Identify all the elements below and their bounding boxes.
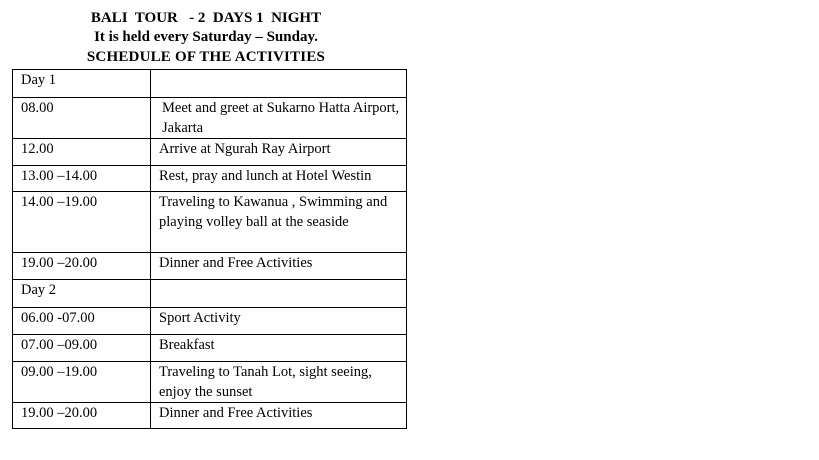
document-title: BALI TOUR - 2 DAYS 1 NIGHT [90,10,322,26]
schedule-activity-cell: Traveling to Tanah Lot, sight seeing, enjoy the sunset [151,362,407,403]
schedule-row [13,166,407,192]
schedule-table [12,69,407,429]
schedule-row [13,70,407,98]
schedule-activity-cell: Rest, pray and lunch at Hotel Westin [151,166,407,192]
schedule-time-cell: 12.00 [13,139,151,166]
schedule-time-cell: 19.00 –20.00 [13,253,151,280]
schedule-activity-cell: Dinner and Free Activities [151,253,407,280]
schedule-row [13,362,407,403]
schedule-activity-cell: Breakfast [151,335,407,362]
schedule-activity-cell: Traveling to Kawanua , Swimming and playing volley ball at the seaside [151,192,407,253]
schedule-activity-cell: Meet and greet at Sukarno Hatta Airport, Jakarta [151,98,407,139]
schedule-time-cell: 19.00 –20.00 [13,403,151,429]
document-subtitle: It is held every Saturday – Sunday. [94,29,318,45]
schedule-time-cell: 09.00 –19.00 [13,362,151,403]
schedule-row [13,98,407,139]
schedule-heading: SCHEDULE OF THE ACTIVITIES [86,49,326,65]
schedule-row [13,308,407,335]
schedule-time-cell: Day 2 [13,280,151,308]
schedule-row [13,335,407,362]
schedule-time-cell: 06.00 -07.00 [13,308,151,335]
schedule-row [13,280,407,308]
schedule-time-cell: Day 1 [13,70,151,98]
schedule-row [13,253,407,280]
schedule-activity-cell: Dinner and Free Activities [151,403,407,429]
schedule-time-cell: 14.00 –19.00 [13,192,151,253]
schedule-activity-cell [151,70,407,98]
schedule-activity-cell: Arrive at Ngurah Ray Airport [151,139,407,166]
schedule-activity-cell [151,280,407,308]
schedule-table-body [13,70,407,429]
schedule-time-cell: 13.00 –14.00 [13,166,151,192]
schedule-activity-cell: Sport Activity [151,308,407,335]
schedule-row [13,403,407,429]
schedule-time-cell: 07.00 –09.00 [13,335,151,362]
schedule-time-cell: 08.00 [13,98,151,139]
schedule-row [13,192,407,253]
schedule-row [13,139,407,166]
